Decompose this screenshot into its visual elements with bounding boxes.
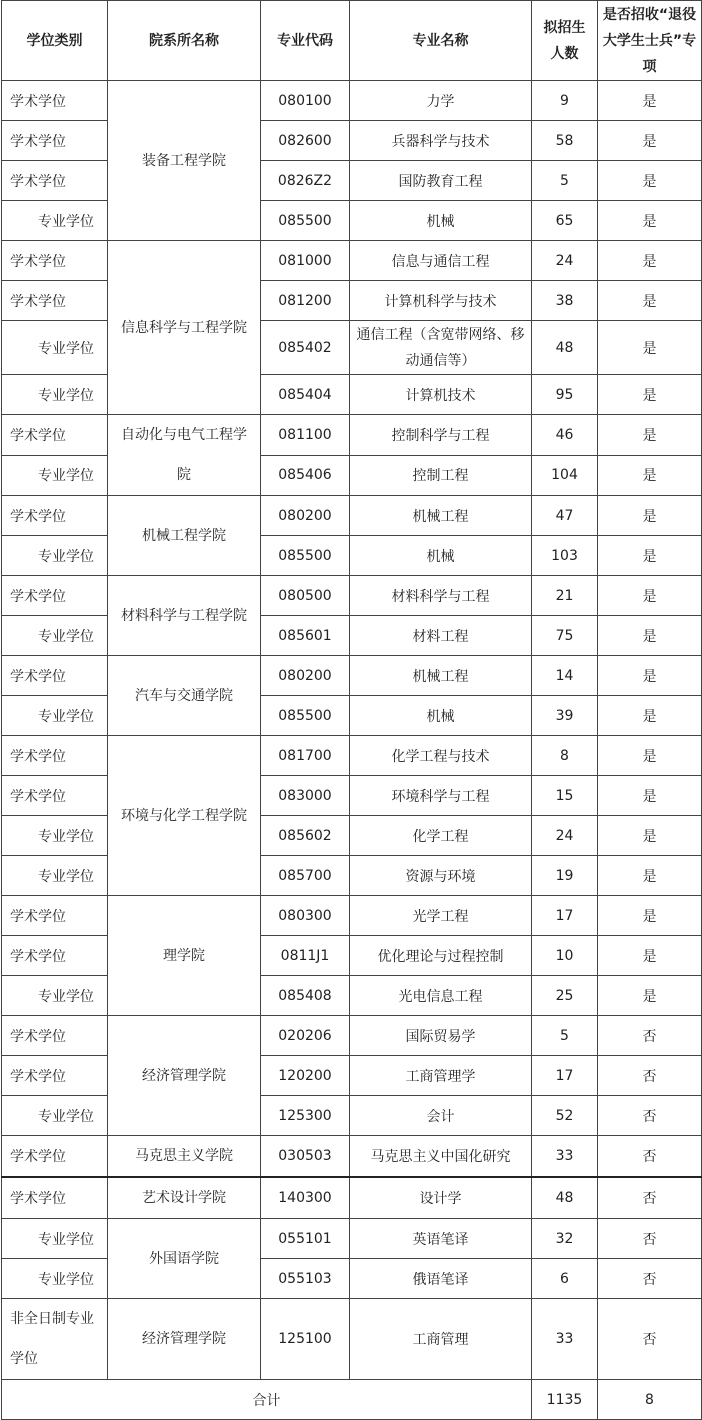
cell-veteran: 是 [598, 656, 702, 696]
cell-department: 艺术设计学院 [108, 1177, 261, 1219]
cell-quota: 15 [532, 776, 598, 816]
table-row [2, 976, 702, 1016]
total-quota: 1135 [532, 1380, 598, 1420]
table-row [2, 576, 702, 616]
cell-quota: 5 [532, 1016, 598, 1056]
table-row [2, 856, 702, 896]
cell-veteran: 是 [598, 736, 702, 776]
cell-degree-type: 学术学位 [2, 656, 108, 696]
cell-quota: 38 [532, 281, 598, 321]
cell-degree-type: 学术学位 [2, 81, 108, 121]
cell-department: 经济管理学院 [108, 1016, 261, 1136]
cell-major-code: 020206 [261, 1016, 350, 1056]
cell-major-name: 工商管理 [350, 1299, 532, 1380]
table-row [2, 375, 702, 415]
cell-veteran: 是 [598, 896, 702, 936]
cell-degree-type: 专业学位 [2, 1096, 108, 1136]
cell-quota: 6 [532, 1259, 598, 1299]
cell-quota: 19 [532, 856, 598, 896]
header-row [2, 1, 702, 81]
cell-degree-type: 专业学位 [2, 1219, 108, 1259]
cell-quota: 32 [532, 1219, 598, 1259]
header-veteran: 是否招收“退役大学生士兵”专项 [598, 1, 702, 81]
cell-degree-type: 专业学位 [2, 856, 108, 896]
cell-major-code: 085402 [261, 321, 350, 375]
table-row [2, 121, 702, 161]
cell-quota: 21 [532, 576, 598, 616]
cell-major-code: 080300 [261, 896, 350, 936]
cell-degree-type: 专业学位 [2, 1259, 108, 1299]
cell-veteran: 是 [598, 856, 702, 896]
cell-degree-type: 专业学位 [2, 321, 108, 375]
cell-major-name: 机械 [350, 201, 532, 241]
cell-quota: 104 [532, 455, 598, 496]
cell-major-code: 085408 [261, 976, 350, 1016]
cell-major-name: 化学工程与技术 [350, 736, 532, 776]
cell-quota: 9 [532, 81, 598, 121]
cell-major-code: 120200 [261, 1056, 350, 1096]
cell-major-name: 优化理论与过程控制 [350, 936, 532, 976]
cell-veteran: 是 [598, 696, 702, 736]
cell-veteran: 是 [598, 816, 702, 856]
cell-degree-type: 学术学位 [2, 241, 108, 281]
cell-major-code: 080200 [261, 656, 350, 696]
cell-major-name: 国防教育工程 [350, 161, 532, 201]
cell-major-name: 资源与环境 [350, 856, 532, 896]
table-row [2, 1299, 702, 1380]
cell-major-name: 光学工程 [350, 896, 532, 936]
cell-major-code: 030503 [261, 1136, 350, 1178]
cell-degree-type: 学术学位 [2, 121, 108, 161]
table-row [2, 1096, 702, 1136]
cell-major-name: 力学 [350, 81, 532, 121]
table-row [2, 241, 702, 281]
cell-major-name: 设计学 [350, 1177, 532, 1219]
table-row [2, 1056, 702, 1096]
cell-veteran: 是 [598, 455, 702, 496]
cell-degree-type: 学术学位 [2, 1016, 108, 1056]
cell-degree-type: 专业学位 [2, 455, 108, 496]
cell-quota: 14 [532, 656, 598, 696]
table-row [2, 201, 702, 241]
cell-quota: 75 [532, 616, 598, 656]
cell-veteran: 是 [598, 81, 702, 121]
cell-veteran: 是 [598, 616, 702, 656]
header-department: 院系所名称 [108, 1, 261, 81]
cell-department: 外国语学院 [108, 1219, 261, 1299]
cell-major-name: 信息与通信工程 [350, 241, 532, 281]
table-row [2, 161, 702, 201]
cell-veteran: 否 [598, 1259, 702, 1299]
table-row [2, 936, 702, 976]
cell-major-name: 机械 [350, 696, 532, 736]
table-row [2, 736, 702, 776]
table-row [2, 1016, 702, 1056]
cell-major-code: 080500 [261, 576, 350, 616]
cell-veteran: 是 [598, 375, 702, 415]
cell-quota: 24 [532, 816, 598, 856]
cell-department: 马克思主义学院 [108, 1136, 261, 1178]
cell-quota: 52 [532, 1096, 598, 1136]
cell-major-code: 140300 [261, 1177, 350, 1219]
cell-degree-type: 专业学位 [2, 616, 108, 656]
cell-degree-type: 学术学位 [2, 736, 108, 776]
cell-degree-type: 学术学位 [2, 896, 108, 936]
enrollment-table [1, 0, 702, 1420]
cell-veteran: 是 [598, 576, 702, 616]
cell-veteran: 是 [598, 121, 702, 161]
cell-degree-type: 专业学位 [2, 201, 108, 241]
table-row [2, 696, 702, 736]
cell-major-code: 081000 [261, 241, 350, 281]
cell-major-code: 085406 [261, 455, 350, 496]
cell-degree-type: 学术学位 [2, 161, 108, 201]
cell-major-name: 光电信息工程 [350, 976, 532, 1016]
cell-major-code: 081100 [261, 415, 350, 456]
cell-department: 理学院 [108, 896, 261, 1016]
table-row [2, 1259, 702, 1299]
cell-degree-type: 专业学位 [2, 536, 108, 576]
cell-major-code: 125300 [261, 1096, 350, 1136]
cell-major-code: 125100 [261, 1299, 350, 1380]
table-row [2, 1177, 702, 1219]
cell-major-name: 会计 [350, 1096, 532, 1136]
cell-veteran: 是 [598, 496, 702, 536]
cell-department: 信息科学与工程学院 [108, 241, 261, 415]
cell-major-name: 材料工程 [350, 616, 532, 656]
cell-degree-type: 学术学位 [2, 776, 108, 816]
table-row [2, 616, 702, 656]
cell-quota: 39 [532, 696, 598, 736]
cell-degree-type: 学术学位 [2, 281, 108, 321]
cell-quota: 95 [532, 375, 598, 415]
total-veteran: 8 [598, 1380, 702, 1420]
cell-major-name: 计算机技术 [350, 375, 532, 415]
cell-veteran: 是 [598, 281, 702, 321]
header-major-name: 专业名称 [350, 1, 532, 81]
cell-major-name: 控制工程 [350, 455, 532, 496]
cell-quota: 5 [532, 161, 598, 201]
cell-veteran: 是 [598, 321, 702, 375]
cell-department: 装备工程学院 [108, 81, 261, 241]
cell-major-code: 085601 [261, 616, 350, 656]
cell-major-name: 材料科学与工程 [350, 576, 532, 616]
cell-major-code: 085500 [261, 696, 350, 736]
cell-quota: 25 [532, 976, 598, 1016]
cell-major-name: 工商管理学 [350, 1056, 532, 1096]
cell-quota: 103 [532, 536, 598, 576]
cell-major-name: 兵器科学与技术 [350, 121, 532, 161]
cell-quota: 33 [532, 1136, 598, 1178]
cell-quota: 58 [532, 121, 598, 161]
cell-major-code: 055101 [261, 1219, 350, 1259]
cell-quota: 8 [532, 736, 598, 776]
cell-department: 经济管理学院 [108, 1299, 261, 1380]
cell-quota: 17 [532, 896, 598, 936]
table-row [2, 1136, 702, 1178]
cell-veteran: 是 [598, 161, 702, 201]
cell-veteran: 是 [598, 776, 702, 816]
cell-major-code: 082600 [261, 121, 350, 161]
cell-major-code: 080100 [261, 81, 350, 121]
cell-degree-type: 学术学位 [2, 936, 108, 976]
cell-veteran: 是 [598, 201, 702, 241]
cell-major-name: 英语笔译 [350, 1219, 532, 1259]
table-row [2, 816, 702, 856]
cell-major-name: 俄语笔译 [350, 1259, 532, 1299]
cell-quota: 48 [532, 1177, 598, 1219]
cell-major-code: 055103 [261, 1259, 350, 1299]
cell-veteran: 否 [598, 1096, 702, 1136]
cell-quota: 10 [532, 936, 598, 976]
table-row [2, 415, 702, 456]
cell-major-name: 机械 [350, 536, 532, 576]
cell-major-name: 机械工程 [350, 656, 532, 696]
cell-major-name: 计算机科学与技术 [350, 281, 532, 321]
cell-degree-type: 专业学位 [2, 816, 108, 856]
cell-veteran: 否 [598, 1056, 702, 1096]
cell-degree-type: 学术学位 [2, 1136, 108, 1178]
cell-major-code: 085500 [261, 536, 350, 576]
cell-department: 环境与化学工程学院 [108, 736, 261, 896]
table-row [2, 496, 702, 536]
cell-degree-type: 学术学位 [2, 415, 108, 456]
cell-degree-type: 非全日制专业学位 [2, 1299, 108, 1380]
cell-veteran: 是 [598, 936, 702, 976]
cell-major-code: 083000 [261, 776, 350, 816]
header-major-code: 专业代码 [261, 1, 350, 81]
cell-major-code: 085500 [261, 201, 350, 241]
table-row [2, 1219, 702, 1259]
cell-major-name: 国际贸易学 [350, 1016, 532, 1056]
cell-major-code: 085602 [261, 816, 350, 856]
cell-department: 自动化与电气工程学院 [108, 415, 261, 496]
cell-veteran: 是 [598, 536, 702, 576]
cell-veteran: 否 [598, 1136, 702, 1178]
cell-degree-type: 学术学位 [2, 576, 108, 616]
cell-major-code: 0811J1 [261, 936, 350, 976]
cell-quota: 17 [532, 1056, 598, 1096]
cell-veteran: 否 [598, 1177, 702, 1219]
cell-major-name: 化学工程 [350, 816, 532, 856]
cell-veteran: 否 [598, 1016, 702, 1056]
table-row [2, 321, 702, 375]
cell-department: 机械工程学院 [108, 496, 261, 576]
total-label: 合计 [2, 1380, 532, 1420]
cell-major-name: 控制科学与工程 [350, 415, 532, 456]
table-row [2, 536, 702, 576]
table-row [2, 455, 702, 496]
cell-major-code: 081700 [261, 736, 350, 776]
cell-quota: 47 [532, 496, 598, 536]
table-row [2, 776, 702, 816]
cell-degree-type: 专业学位 [2, 375, 108, 415]
header-degree-type: 学位类别 [2, 1, 108, 81]
cell-quota: 33 [532, 1299, 598, 1380]
cell-veteran: 否 [598, 1299, 702, 1380]
header-quota: 拟招生人数 [532, 1, 598, 81]
cell-degree-type: 专业学位 [2, 976, 108, 1016]
cell-veteran: 是 [598, 415, 702, 456]
cell-major-name: 机械工程 [350, 496, 532, 536]
cell-department: 材料科学与工程学院 [108, 576, 261, 656]
cell-degree-type: 学术学位 [2, 1056, 108, 1096]
cell-quota: 48 [532, 321, 598, 375]
cell-major-code: 081200 [261, 281, 350, 321]
total-row [2, 1380, 702, 1420]
table-row [2, 896, 702, 936]
cell-veteran: 是 [598, 976, 702, 1016]
cell-degree-type: 学术学位 [2, 1177, 108, 1219]
table-row [2, 81, 702, 121]
cell-major-name: 通信工程（含宽带网络、移动通信等） [350, 321, 532, 375]
table-row [2, 281, 702, 321]
cell-degree-type: 学术学位 [2, 496, 108, 536]
cell-quota: 46 [532, 415, 598, 456]
cell-degree-type: 专业学位 [2, 696, 108, 736]
cell-major-code: 0826Z2 [261, 161, 350, 201]
cell-major-name: 马克思主义中国化研究 [350, 1136, 532, 1178]
cell-major-code: 080200 [261, 496, 350, 536]
cell-quota: 65 [532, 201, 598, 241]
table-body [2, 81, 702, 1380]
cell-major-name: 环境科学与工程 [350, 776, 532, 816]
cell-major-code: 085404 [261, 375, 350, 415]
table-row [2, 656, 702, 696]
cell-major-code: 085700 [261, 856, 350, 896]
cell-veteran: 是 [598, 241, 702, 281]
cell-veteran: 否 [598, 1219, 702, 1259]
cell-quota: 24 [532, 241, 598, 281]
cell-department: 汽车与交通学院 [108, 656, 261, 736]
